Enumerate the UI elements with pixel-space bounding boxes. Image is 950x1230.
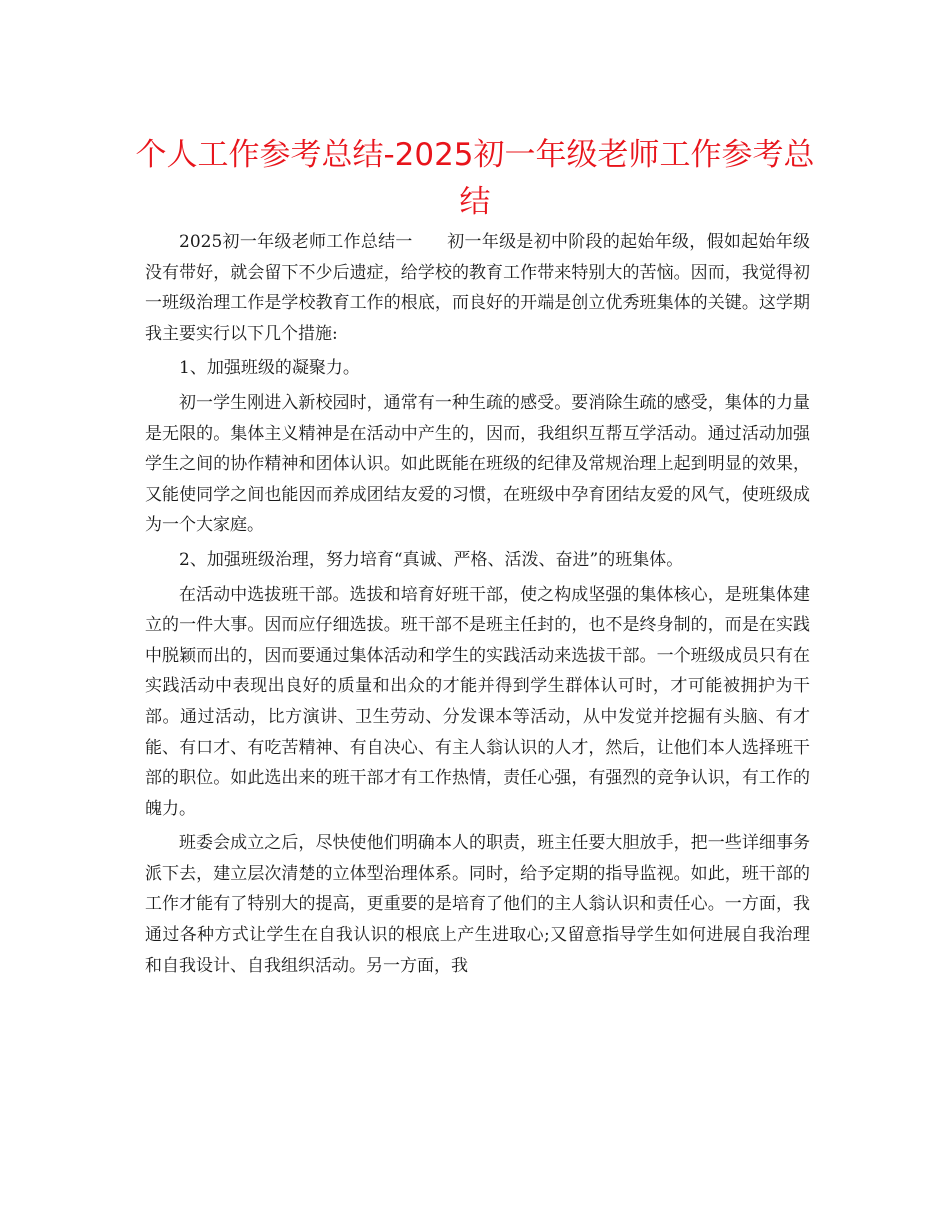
paragraph: 在活动中选拔班干部。选拔和培育好班干部，使之构成坚强的集体核心，是班集体建立的一件大事。因而应仔细选拔。班干部不是班主任封的，也不是终身制的，而是在实践中脱颖而出的，因而要通过集体活动和学生的实践活动来选拔干部。一个班级成员只有在实践活动中表现出良好的质量和出众的才能并得到学生群体认可时，才可能被拥护为干部。通过活动，比方演讲、卫生劳动、分发课本等活动，从中发觉并挖掘有头脑、有才能、有口才、有吃苦精神、有自决心、有主人翁认识的人才，然后，让他们本人选择班干部的职位。如此选出来的班干部才有工作热情，责任心强，有强烈的竞争认识，有工作的魄力。 bbox=[145, 584, 810, 819]
paragraph: 1、加强班级的凝聚力。 bbox=[179, 358, 360, 379]
paragraph: 班委会成立之后，尽快使他们明确本人的职责，班主任要大胆放手，把一些详细事务派下去，建立层次清楚的立体型治理体系。同时，给予定期的指导监视。如此，班干部的工作才能有了特别大的提高，更重要的是培育了他们的主人翁认识和责任心。一方面，我通过各种方式让学生在自我认识的根底上产生进取心;又留意指导学生如何进展自我治理和自我设计、自我组织活动。另一方面，我 bbox=[145, 833, 810, 976]
document-body bbox=[145, 227, 810, 985]
document-title: 个人工作参考总结-2025初一年级老师工作参考总结 bbox=[135, 137, 815, 220]
paragraph: 初一学生刚进入新校园时，通常有一种生疏的感受。要消除生疏的感受，集体的力量是无限的。集体主义精神是在活动中产生的，因而，我组织互帮互学活动。通过活动加强学生之间的协作精神和团体认识。如此既能在班级的纪律及常规治理上起到明显的效果，又能使同学之间也能因而养成团结友爱的习惯，在班级中孕育团结友爱的风气，使班级成为一个大家庭。 bbox=[145, 392, 810, 536]
paragraph: 2、加强班级治理，努力培育“真诚、严格、活泼、奋进”的班集体。 bbox=[179, 549, 684, 570]
paragraph: 2025初一年级老师工作总结一 初一年级是初中阶段的起始年级，假如起始年级没有带好，就会留下不少后遗症，给学校的教育工作带来特别大的苦恼。因而，我觉得初一班级治理工作是学校教育工作的根底，而良好的开端是创立优秀班集体的关键。这学期我主要实行以下几个措施: bbox=[145, 232, 810, 344]
